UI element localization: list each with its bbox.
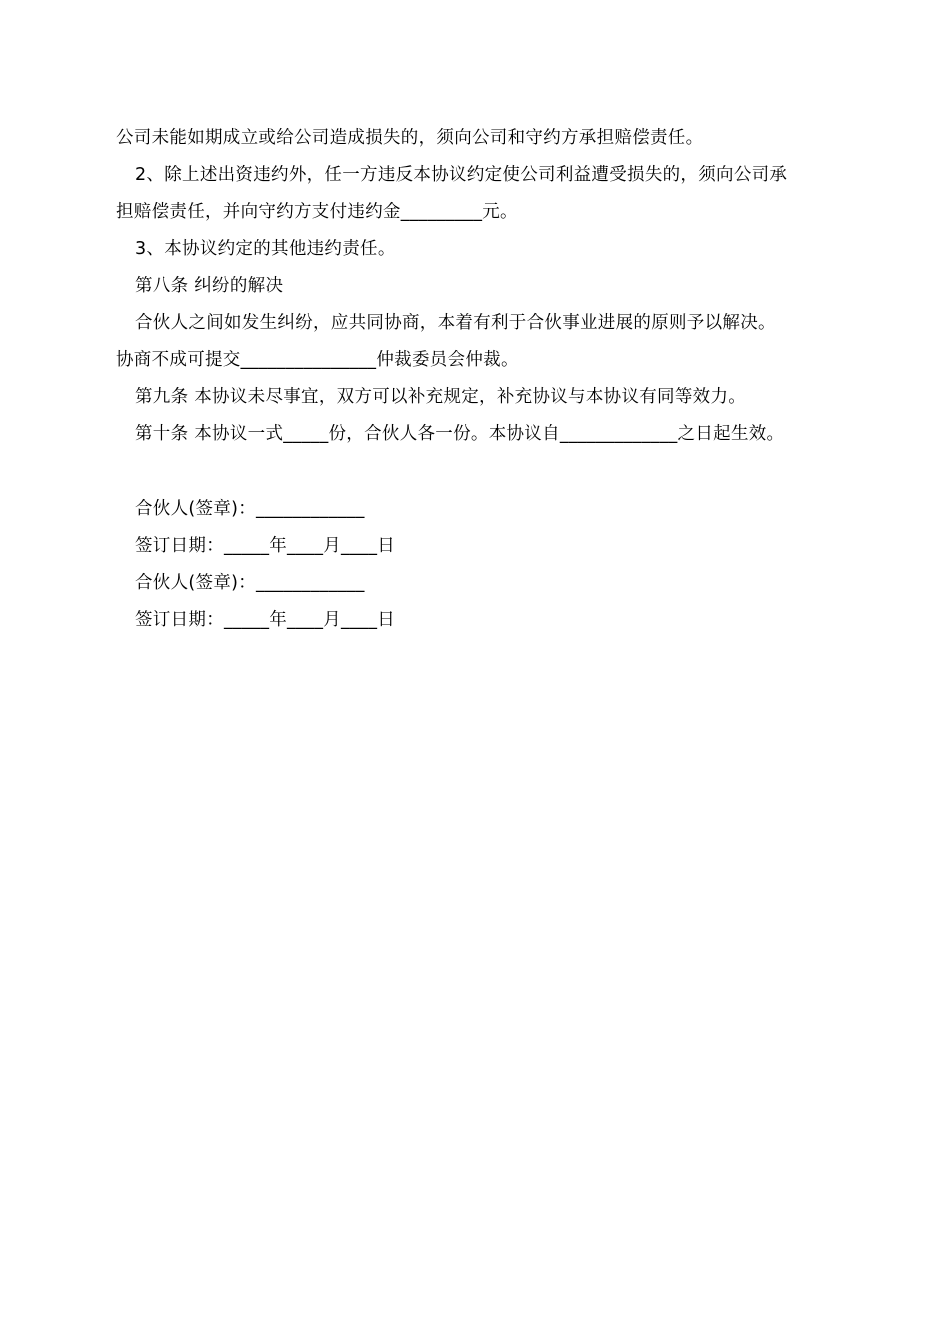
paragraph-clause-2: 2、除上述出资违约外，任一方违反本协议约定使公司利益遭受损失的，须向公司承 [135,165,788,185]
paragraph-clause-3: 3、本协议约定的其他违约责任。 [135,239,396,259]
article-8-body: 合伙人之间如发生纠纷，应共同协商，本着有利于合伙事业进展的原则予以解决。 [135,313,776,333]
paragraph-line-continuation: 公司未能如期成立或给公司造成损失的，须向公司和守约方承担赔偿责任。 [116,128,704,148]
signature-block [116,491,856,639]
partner-signature-line: 合伙人(签章)：____________ [135,573,365,593]
section-spacer [116,453,856,491]
article-8-heading: 第八条 纠纷的解决 [135,276,284,296]
article-9: 第九条 本协议未尽事宜，双方可以补充规定，补充协议与本协议有同等效力。 [135,387,747,407]
signing-date-line: 签订日期：_____年____月____日 [135,536,396,556]
partner-signature-line: 合伙人(签章)：____________ [135,499,365,519]
document-body [116,120,856,639]
article-8-body-continuation: 协商不成可提交_______________仲裁委员会仲裁。 [116,350,519,370]
paragraph-clause-2-continuation: 担赔偿责任，并向守约方支付违约金_________元。 [116,202,518,222]
article-10: 第十条 本协议一式_____份，合伙人各一份。本协议自_____________之日起生效。 [135,424,785,444]
signing-date-line: 签订日期：_____年____月____日 [135,610,396,630]
